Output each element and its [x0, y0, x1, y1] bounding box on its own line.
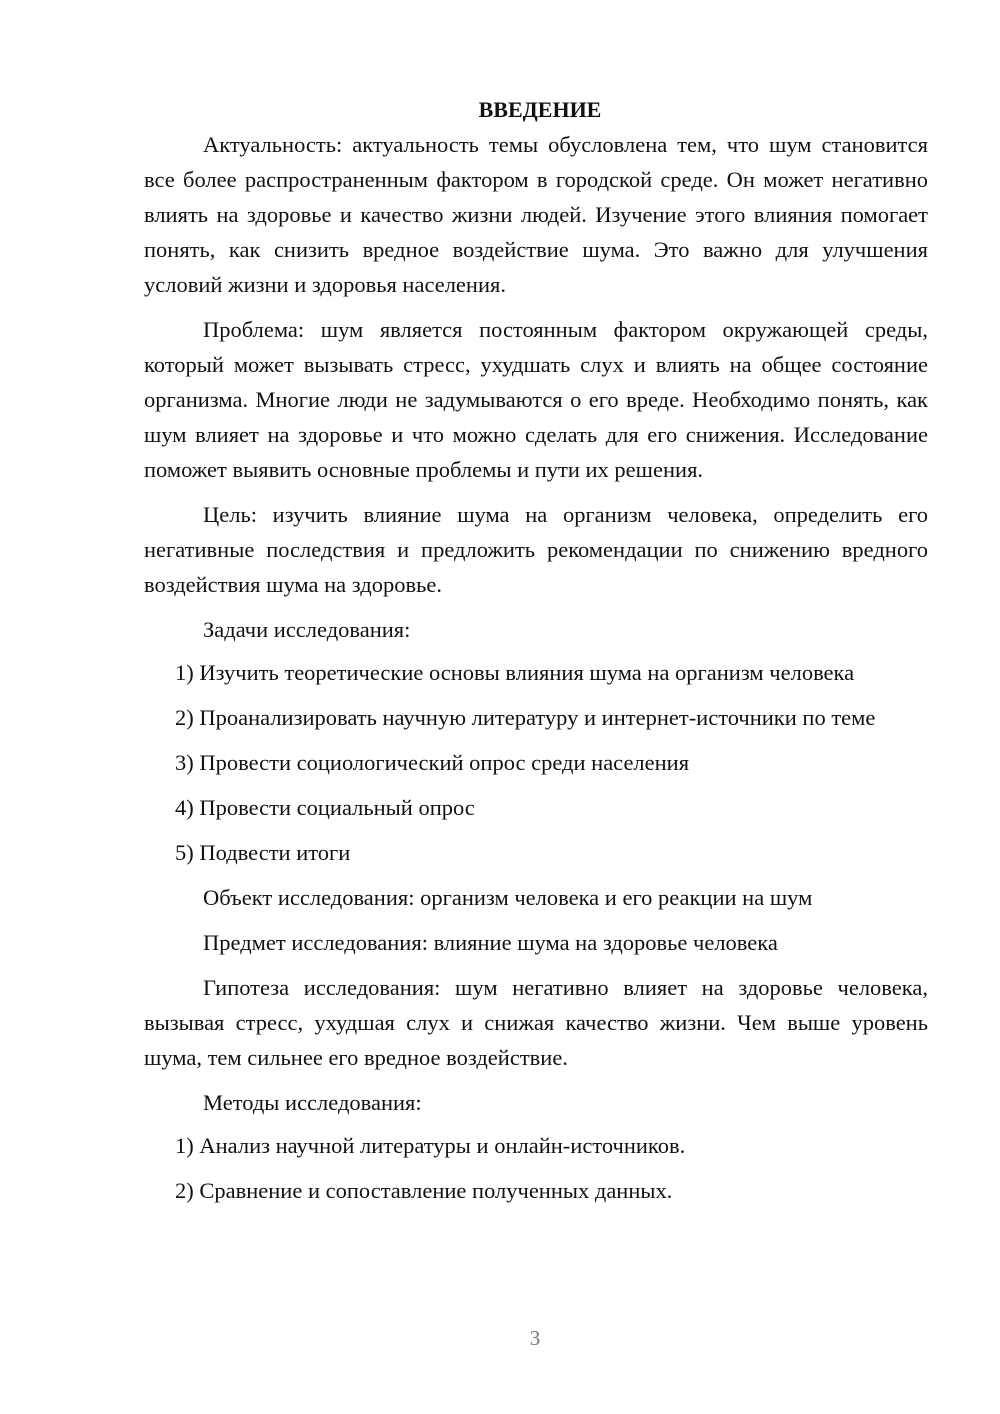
relevance-paragraph: Актуальность: актуальность темы обусловлена тем, что шум становится все более распространенным фактором в городской среде. Он может негативно влиять на здоровье и качество жизни людей. Изучение этого влияния помогает понять, как снизить вредное воздействие шума. Это важно для улучшения условий жизни и здоровья населения. [144, 132, 928, 297]
task-item-3: 3) Провести социологический опрос среди населения [175, 750, 690, 775]
task-item-4: 4) Провести социальный опрос [175, 795, 475, 820]
method-item-1: 1) Анализ научной литературы и онлайн-источников. [175, 1133, 686, 1158]
hypothesis-paragraph: Гипотеза исследования: шум негативно влияет на здоровье человека, вызывая стресс, ухудшая слух и снижая качество жизни. Чем выше уровень шума, тем сильнее его вредное воздействие. [144, 975, 928, 1070]
subject-paragraph: Предмет исследования: влияние шума на здоровье человека [203, 930, 778, 955]
tasks-heading: Задачи исследования: [203, 617, 411, 642]
page-content [144, 92, 928, 1208]
section-heading: ВВЕДЕНИЕ [478, 97, 602, 122]
object-paragraph: Объект исследования: организм человека и его реакции на шум [203, 885, 813, 910]
page-number: 3 [529, 1326, 541, 1350]
task-item-1: 1) Изучить теоретические основы влияния шума на организм человека [175, 660, 855, 685]
task-item-2: 2) Проанализировать научную литературу и интернет-источники по теме [175, 705, 876, 730]
problem-paragraph: Проблема: шум является постоянным фактором окружающей среды, который может вызывать стресс, ухудшать слух и влиять на общее состояние организма. Многие люди не задумываются о его вреде. Необходимо понять, как шум влияет на здоровье и что можно сделать для его снижения. Исследование поможет выявить основные проблемы и пути их решения. [144, 317, 928, 482]
task-item-5: 5) Подвести итоги [175, 840, 351, 865]
goal-paragraph: Цель: изучить влияние шума на организм человека, определить его негативные последствия и предложить рекомендации по снижению вредного воздействия шума на здоровье. [144, 502, 928, 597]
methods-heading: Методы исследования: [203, 1090, 422, 1115]
method-item-2: 2) Сравнение и сопоставление полученных данных. [175, 1178, 673, 1203]
